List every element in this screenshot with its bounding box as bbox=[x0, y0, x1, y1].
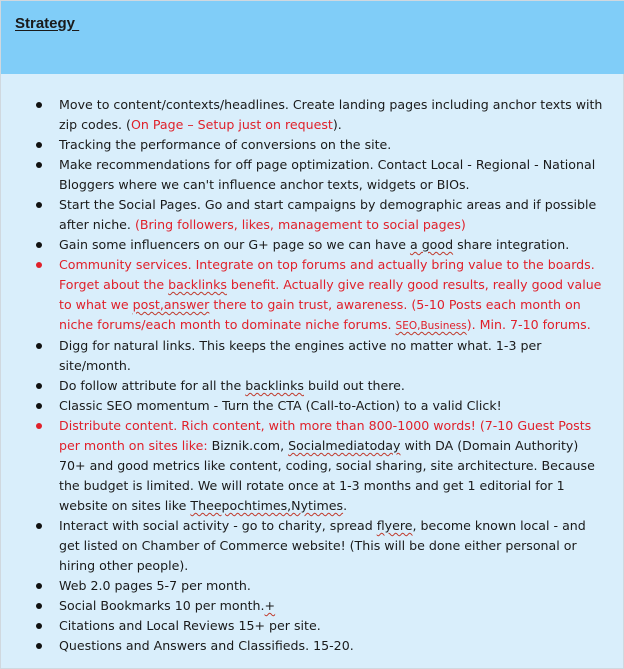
bullet-icon bbox=[36, 242, 42, 248]
list-item bbox=[1, 255, 613, 336]
bullet-icon bbox=[36, 623, 42, 629]
item-text: Citations and Local Reviews 15+ per site. bbox=[59, 618, 321, 633]
item-text-spellcheck: flyere bbox=[376, 518, 413, 533]
item-text: ). bbox=[332, 117, 342, 132]
list-item bbox=[1, 596, 613, 616]
item-text: Gain some influencers on our G+ page so we can have bbox=[59, 237, 410, 252]
item-text: Questions and Answers and Classifieds. 15-20. bbox=[59, 638, 354, 653]
list-item bbox=[1, 135, 613, 155]
header-band bbox=[1, 1, 624, 74]
list-item bbox=[1, 235, 613, 255]
list-item bbox=[1, 616, 613, 636]
bullet-icon bbox=[36, 202, 42, 208]
item-text-spellcheck: SEO,Business bbox=[395, 320, 467, 332]
list-item bbox=[1, 416, 613, 516]
item-text: Do follow attribute for all the bbox=[59, 378, 246, 393]
item-text: Web 2.0 pages 5-7 per month. bbox=[59, 578, 251, 593]
item-text: with DA (Domain Authority) 70+ and good metrics like content, coding, social sharing, site architecture. Because the budget is limited. We will rotate once at 1-3 months and get 1 editorial for 1 website on sites like bbox=[59, 438, 595, 513]
bullet-icon bbox=[36, 643, 42, 649]
bullet-icon bbox=[36, 403, 42, 409]
item-note-red: On Page – Setup just on request bbox=[130, 117, 333, 132]
item-text-red: benefit. Actually give really good results, really good value to what we bbox=[59, 277, 602, 312]
item-text: share integration. bbox=[453, 237, 570, 252]
item-text-spellcheck: backlinks bbox=[168, 277, 227, 292]
item-text-spellcheck: a good bbox=[409, 237, 454, 252]
item-text-red: there to gain trust, awareness. (5-10 Posts each month on niche forums/each month to dominate niche forums. bbox=[59, 297, 581, 332]
item-text: Biznik.com, bbox=[211, 438, 289, 453]
bullet-icon bbox=[36, 423, 42, 429]
item-text: Move to content/contexts/headlines. Create landing pages including anchor texts with zip codes. ( bbox=[59, 97, 603, 132]
bullet-icon bbox=[36, 343, 42, 349]
item-text-spellcheck: Theepochtimes,Nytimes bbox=[190, 498, 344, 513]
item-text-spellcheck: post,answer bbox=[132, 297, 210, 312]
item-text: Make recommendations for off page optimization. Contact Local - Regional - National Bloggers where we can't influence anchor texts, widgets or BIOs. bbox=[59, 157, 596, 192]
item-text: Interact with social activity - go to charity, spread bbox=[59, 518, 377, 533]
item-text: . bbox=[343, 498, 348, 513]
bullet-icon bbox=[36, 603, 42, 609]
item-text: Tracking the performance of conversions on the site. bbox=[59, 137, 392, 152]
item-text: Digg for natural links. This keeps the engines active no matter what. 1-3 per site/month. bbox=[59, 338, 542, 373]
item-note-red: (Bring followers, likes, management to social pages) bbox=[134, 217, 466, 232]
bullet-icon bbox=[36, 102, 42, 108]
list-item bbox=[1, 396, 613, 416]
list-item bbox=[1, 576, 613, 596]
bullet-icon bbox=[36, 162, 42, 168]
item-text: build out there. bbox=[303, 378, 405, 393]
list-item bbox=[1, 336, 613, 376]
item-text: Start the Social Pages. Go and start campaigns by demographic areas and if possible after niche. bbox=[59, 197, 597, 232]
item-text: , become known local - and get listed on Chamber of Commerce website! (This will be done either personal or hiring other people). bbox=[59, 518, 586, 573]
list-item bbox=[1, 95, 613, 135]
page-title: Strategy bbox=[15, 15, 80, 32]
list-item bbox=[1, 516, 613, 576]
item-text-red: Distribute content. Rich content, with more than 800-1000 words! (7-10 Guest Posts per month on sites like: bbox=[59, 418, 592, 453]
item-text-spellcheck: + bbox=[264, 598, 276, 613]
item-text-red: ). Min. 7-10 forums. bbox=[466, 317, 591, 332]
item-text-red: Community services. Integrate on top forums and actually bring value to the boards. Forget about the bbox=[59, 257, 595, 292]
item-text: Classic SEO momentum - Turn the CTA (Call-to-Action) to a valid Click! bbox=[59, 398, 502, 413]
list-item bbox=[1, 155, 613, 195]
item-text-spellcheck: Socialmediatoday bbox=[288, 438, 401, 453]
list-item bbox=[1, 376, 613, 396]
bullet-icon bbox=[36, 383, 42, 389]
list-item bbox=[1, 195, 613, 235]
item-text: Social Bookmarks 10 per month. bbox=[59, 598, 265, 613]
bullet-icon bbox=[36, 262, 42, 268]
bullet-icon bbox=[36, 142, 42, 148]
bullet-icon bbox=[36, 583, 42, 589]
strategy-list bbox=[1, 95, 613, 656]
list-item bbox=[1, 636, 613, 656]
bullet-icon bbox=[36, 523, 42, 529]
strategy-content bbox=[1, 95, 613, 656]
item-text-spellcheck: backlinks bbox=[245, 378, 304, 393]
